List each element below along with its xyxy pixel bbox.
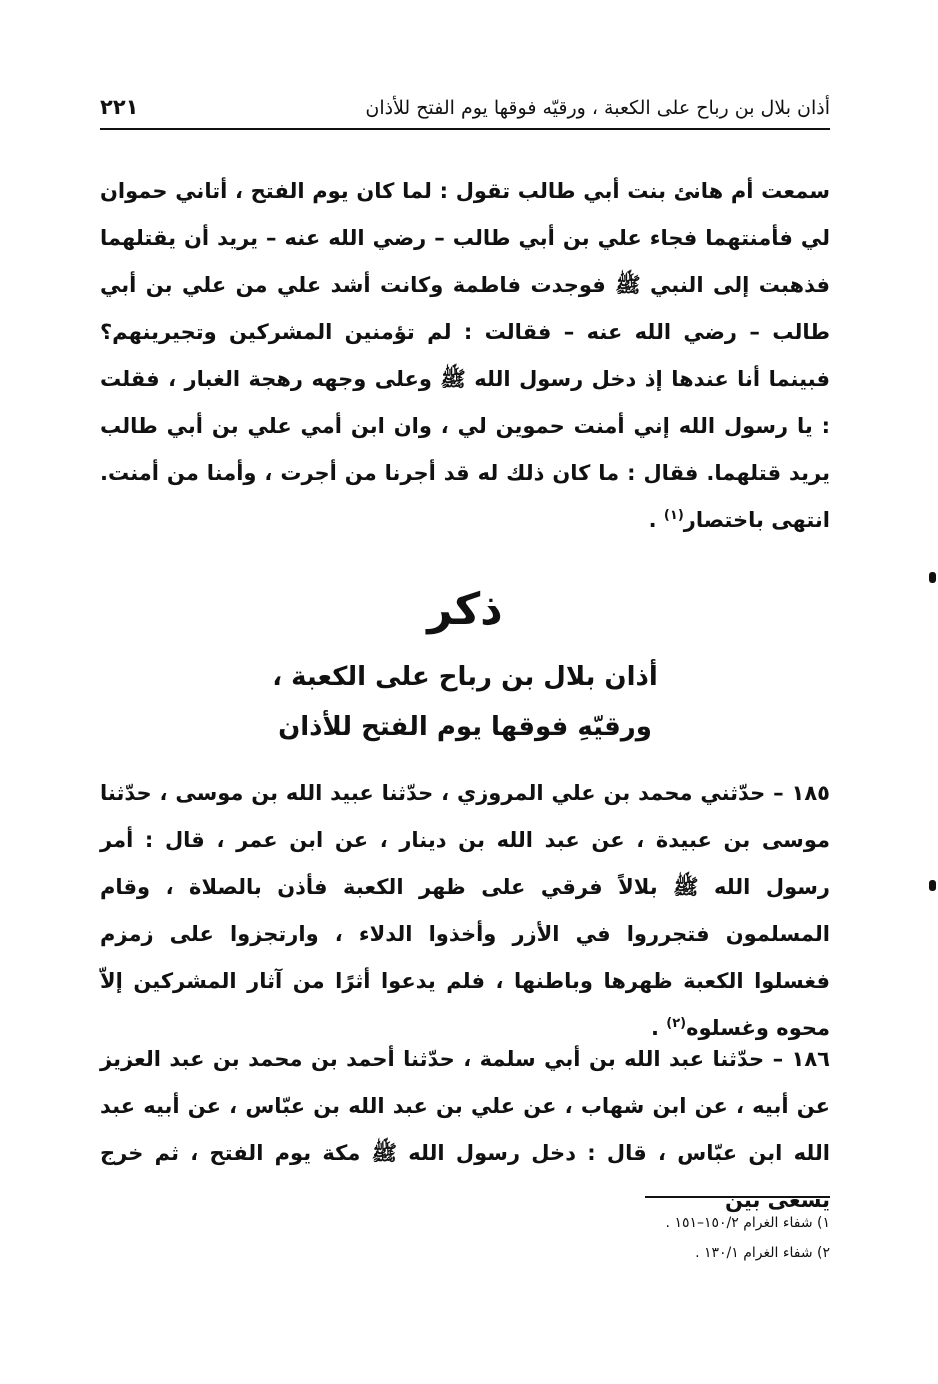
margin-mark <box>929 572 936 583</box>
hadith-186-text: ١٨٦ – حدّثنا عبد الله بن أبي سلمة ، حدّثنا أحمد بن محمد بن عبد العزيز عن أبيه ، عن ابن شهاب ، عن علي بن عبد الله بن عبّاس ، عن أبيه عبد الله ابن عبّاس ، قال : دخل رسول الله ﷺ مكة يوم الفتح ، ثم خرج يسعى بين <box>100 1047 830 1212</box>
footnote-2: ٢) شفاء الغرام ١٣٠/١ . <box>695 1245 830 1261</box>
page-number: ٢٢١ <box>100 94 139 119</box>
hadith-185 <box>100 770 830 1052</box>
section-title <box>100 652 830 752</box>
intro-end: . <box>648 508 664 532</box>
section-label: ذكر <box>427 584 503 635</box>
margin-mark <box>929 880 936 891</box>
hadith-185-text: ١٨٥ – حدّثني محمد بن علي المروزي ، حدّثنا عبيد الله بن موسى ، حدّثنا موسى بن عبيدة ، عن عبد الله بن دينار ، عن ابن عمر ، قال : أمر رسول الله ﷺ بلالاً فرقي على ظهر الكعبة فأذن بالصلاة ، وقام المسلمون فتجرروا في الأزر وأخذوا الدلاء ، وارتجزوا على زمزم فغسلوا الكعبة ظهرها وباطنها ، فلم يدعوا أثرًا من آثار المشركين إلاّ محوه وغسلوه <box>100 781 830 1040</box>
footnote-ref-1: (١) <box>663 508 684 523</box>
footnote-divider <box>645 1196 830 1198</box>
hadith-185-end: . <box>650 1016 667 1040</box>
section-title-line-2: ورقيّهِ فوقها يوم الفتح للأذان <box>278 712 652 742</box>
footnote-ref-2: (٢) <box>666 1016 687 1031</box>
footnotes <box>100 1208 830 1268</box>
section-title-line-1: أذان بلال بن رباح على الكعبة ، <box>272 662 658 692</box>
running-title: أذان بلال بن رباح على الكعبة ، ورقيّه فوقها يوم الفتح للأذان <box>365 97 830 120</box>
running-header <box>100 80 830 130</box>
footnote-1: ١) شفاء الغرام ١٥٠/٢–١٥١ . <box>665 1215 830 1231</box>
intro-paragraph <box>100 168 830 544</box>
intro-text: سمعت أم هانئ بنت أبي طالب تقول : لما كان يوم الفتح ، أتاني حموان لي فأمنتهما فجاء علي بن أبي طالب – رضي الله عنه – يريد أن يقتلهما فذهبت إلى النبي ﷺ فوجدت فاطمة وكانت أشد علي من علي بن أبي طالب – رضي الله عنه – فقالت : لم تؤمنين المشركين وتجيرينهم؟ فبينما أنا عندها إذ دخل رسول الله ﷺ وعلى وجهه رهجة الغبار ، فقلت : يا رسول الله إني أمنت حموين لي ، وان ابن أمي علي بن أبي طالب يريد قتلهما. فقال : ما كان ذلك له قد أجرنا من أجرت ، وأمنا من أمنت. انتهى باختصار <box>100 179 830 532</box>
